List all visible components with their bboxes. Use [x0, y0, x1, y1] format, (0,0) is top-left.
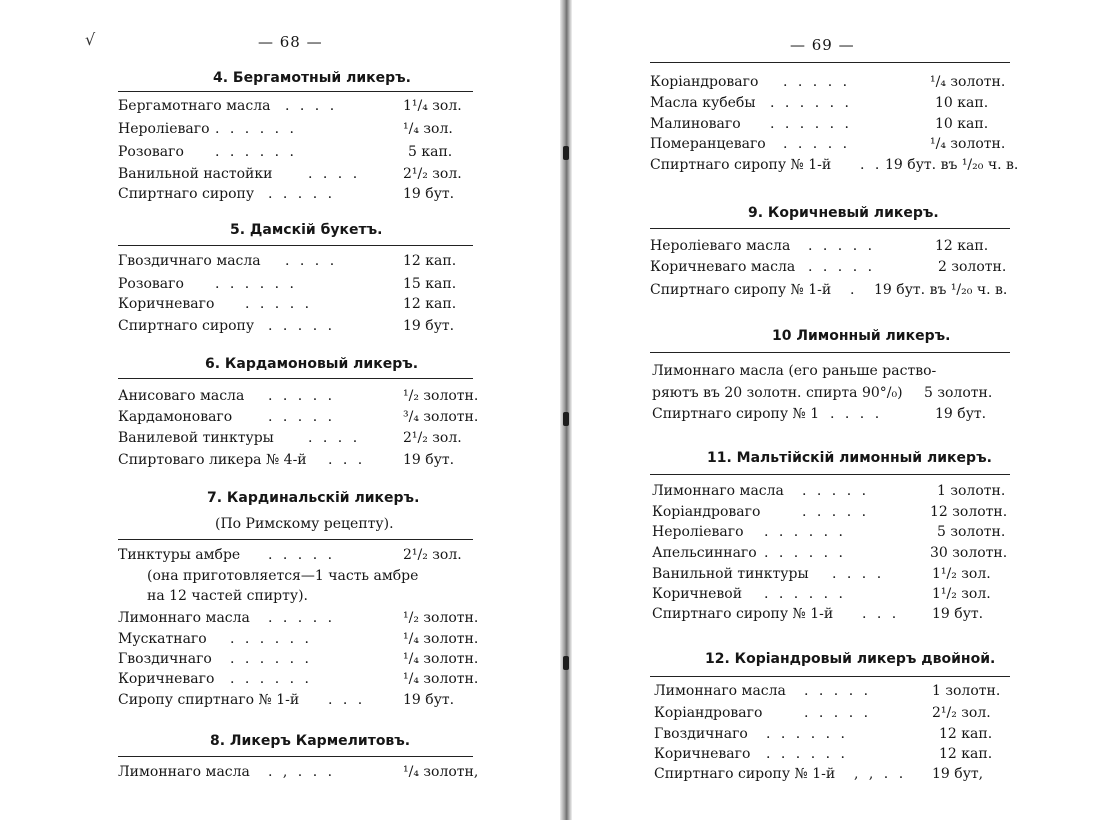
ingredient-name: Кардамоноваго — [118, 409, 233, 425]
ingredient-name: Апельсиннаго — [652, 545, 757, 561]
leader-dots: , , . . — [854, 766, 907, 782]
leader-dots: . . . . . — [268, 186, 336, 202]
ingredient-name: Спиртнаго сиропу № 1-й — [650, 157, 832, 173]
ingredient-name: Гвоздичнаго — [118, 651, 212, 667]
section-title: 5. Дамскiй букетъ. — [230, 222, 383, 238]
leader-dots: . . . — [328, 692, 366, 708]
section-rule — [650, 352, 1010, 353]
leader-dots: . . . . . — [268, 547, 336, 563]
ingredient-name: Гвоздичнаго масла — [118, 253, 261, 269]
leader-dots: . . — [860, 157, 883, 173]
ingredient-name: Коричневаго — [118, 296, 215, 312]
ingredient-name: Малиноваго — [650, 116, 741, 132]
leader-dots: . . . . . — [802, 504, 870, 520]
ingredient-name: Анисоваго масла — [118, 388, 245, 404]
ingredient-name: Лимоннаго масла — [118, 610, 250, 626]
section-rule — [650, 676, 1010, 677]
ingredient-quantity: 19 бут. — [403, 452, 455, 468]
ingredient-quantity: 19 бут. — [403, 318, 455, 334]
ingredient-quantity: 12 кап. — [939, 746, 993, 762]
pencil-mark-icon: √ — [85, 30, 96, 49]
leader-dots: . . . . . . — [766, 726, 848, 742]
preparation-note: на 12 частей спирту). — [147, 588, 309, 604]
section-title: 7. Кардинальскiй ликеръ. — [207, 490, 420, 506]
ingredient-name: Корiандроваго — [654, 705, 763, 721]
ingredient-name: Спиртнаго сиропу № 1 — [652, 406, 820, 422]
ingredient-quantity: 15 кап. — [403, 276, 457, 292]
section-title: 8. Ликеръ Кармелитовъ. — [210, 733, 411, 749]
leader-dots: . . . . . — [802, 483, 870, 499]
ingredient-quantity: ³/₄ золотн. — [403, 409, 479, 425]
ingredient-name: Розоваго — [118, 276, 184, 292]
ingredient-quantity: 19 бут. въ ¹/₂₀ ч. в. — [885, 157, 1019, 173]
preparation-note: ряютъ въ 20 золотн. спирта 90°/₀) — [652, 385, 903, 401]
section-title: 10 Лимонный ликеръ. — [772, 328, 951, 344]
ingredient-name: Тинктуры амбре — [118, 547, 241, 563]
leader-dots: . . . . . . — [230, 671, 312, 687]
leader-dots: . . . . — [308, 430, 361, 446]
ingredient-name: Ванильной тинктуры — [652, 566, 809, 582]
binding-stitch — [563, 146, 569, 160]
section-subtitle: (По Римскому рецепту). — [215, 516, 394, 532]
ingredient-quantity: ¹/₄ зол. — [403, 121, 453, 137]
section-rule — [118, 539, 473, 540]
book-gutter — [560, 0, 572, 820]
ingredient-quantity: 19 бут. въ ¹/₂₀ ч. в. — [874, 282, 1008, 298]
ingredient-quantity: 19 бут. — [932, 606, 984, 622]
leader-dots: . . . . . — [268, 318, 336, 334]
ingredient-name: Спиртнаго сиропу № 1-й — [652, 606, 834, 622]
ingredient-quantity: 2¹/₂ зол. — [403, 547, 462, 563]
leader-dots: . . . . . . — [766, 746, 848, 762]
ingredient-name: Спиртоваго ликера № 4-й — [118, 452, 307, 468]
ingredient-quantity: 2¹/₂ зол. — [403, 430, 462, 446]
section-rule — [118, 245, 473, 246]
ingredient-quantity: ¹/₂ золотн. — [403, 388, 479, 404]
ingredient-name: Лимоннаго масла — [654, 683, 786, 699]
ingredient-quantity: ¹/₄ золотн. — [403, 631, 479, 647]
ingredient-name: Розоваго — [118, 144, 184, 160]
ingredient-quantity: ¹/₂ золотн. — [403, 610, 479, 626]
section-rule — [118, 378, 473, 379]
ingredient-quantity: 1¹/₂ зол. — [932, 586, 991, 602]
ingredient-quantity: 12 золотн. — [930, 504, 1008, 520]
ingredient-name: Гвоздичнаго — [654, 726, 748, 742]
section-rule — [650, 62, 1010, 63]
right-page — [572, 0, 1100, 820]
ingredient-quantity: ¹/₄ золотн. — [930, 74, 1006, 90]
leader-dots: . . . — [862, 606, 900, 622]
section-rule — [118, 756, 473, 757]
leader-dots: . . . . . . — [770, 116, 852, 132]
ingredient-name: Коричневаго — [654, 746, 751, 762]
leader-dots: . . . . . . — [215, 144, 297, 160]
ingredient-name: Масла кубебы — [650, 95, 756, 111]
ingredient-name: Ванилевой тинктуры — [118, 430, 274, 446]
ingredient-quantity: 19 бут. — [403, 186, 455, 202]
leader-dots: . . . . . — [268, 409, 336, 425]
ingredient-name: Коричневой — [652, 586, 743, 602]
ingredient-quantity: 10 кап. — [935, 95, 989, 111]
leader-dots: . . . . — [832, 566, 885, 582]
ingredient-quantity: 1 золотн. — [937, 483, 1006, 499]
leader-dots: . . . . . . — [764, 524, 846, 540]
ingredient-quantity: 1¹/₂ зол. — [932, 566, 991, 582]
ingredient-name: Спиртнаго сиропу — [118, 318, 255, 334]
ingredient-name: Померанцеваго — [650, 136, 766, 152]
leader-dots: . . . . . . — [215, 276, 297, 292]
leader-dots: . . . . — [830, 406, 883, 422]
ingredient-quantity: 12 кап. — [403, 253, 457, 269]
ingredient-quantity: 5 кап. — [408, 144, 453, 160]
preparation-note: (она приготовляется—1 часть амбре — [147, 568, 419, 584]
ingredient-name: Бергамотнаго масла — [118, 98, 271, 114]
binding-stitch — [563, 412, 569, 426]
section-title: 12. Корiандровый ликеръ двойной. — [705, 651, 996, 667]
ingredient-quantity: ¹/₄ золотн. — [930, 136, 1006, 152]
leader-dots: . . . . . — [804, 705, 872, 721]
preparation-note: Лимоннаго масла (его раньше раство- — [652, 363, 937, 379]
ingredient-quantity: 1¹/₄ зол. — [403, 98, 462, 114]
leader-dots: . . . . — [308, 166, 361, 182]
leader-dots: . . . . . . — [230, 631, 312, 647]
section-rule — [650, 228, 1010, 229]
leader-dots: . . . . — [285, 253, 338, 269]
ingredient-quantity: 12 кап. — [403, 296, 457, 312]
ingredient-name: Спиртнаго сиропу № 1-й — [650, 282, 832, 298]
page-number: — 69 — — [790, 36, 855, 54]
ingredient-quantity: 12 кап. — [935, 238, 989, 254]
ingredient-name: Неролiеваго — [652, 524, 744, 540]
ingredient-quantity: ¹/₄ золотн, — [403, 764, 479, 780]
ingredient-quantity: ¹/₄ золотн. — [403, 671, 479, 687]
leader-dots: . . . . . — [268, 388, 336, 404]
ingredient-quantity: 10 кап. — [935, 116, 989, 132]
ingredient-name: Коричневаго масла — [650, 259, 796, 275]
ingredient-quantity: 5 золотн. — [937, 524, 1006, 540]
ingredient-name: Лимоннаго масла — [652, 483, 784, 499]
section-title: 9. Коричневый ликеръ. — [748, 205, 939, 221]
leader-dots: . . . . . — [783, 136, 851, 152]
ingredient-quantity: 19 бут. — [403, 692, 455, 708]
leader-dots: . . . . . — [808, 238, 876, 254]
section-title: 11. Мальтiйскiй лимонный ликеръ. — [707, 450, 992, 466]
ingredient-name: Мускатнаго — [118, 631, 207, 647]
leader-dots: . . . . . — [245, 296, 313, 312]
ingredient-name: Корiандроваго — [652, 504, 761, 520]
ingredient-name: Корiандроваго — [650, 74, 759, 90]
ingredient-name: Неролiеваго масла — [650, 238, 791, 254]
leader-dots: . . . . . . — [215, 121, 297, 137]
ingredient-name: Лимоннаго масла — [118, 764, 250, 780]
leader-dots: . . . . . . — [230, 651, 312, 667]
ingredient-quantity: 2¹/₂ зол. — [403, 166, 462, 182]
leader-dots: . . . . . — [808, 259, 876, 275]
leader-dots: . . . . . — [804, 683, 872, 699]
ingredient-quantity: 2¹/₂ зол. — [932, 705, 991, 721]
ingredient-quantity: 19 бут. — [935, 406, 987, 422]
ingredient-quantity: 1 золотн. — [932, 683, 1001, 699]
page-number: — 68 — — [258, 33, 323, 51]
leader-dots: . . . . . — [783, 74, 851, 90]
ingredient-quantity: 12 кап. — [939, 726, 993, 742]
leader-dots: . . . . . — [268, 610, 336, 626]
section-title: 6. Кардамоновый ликеръ. — [205, 356, 419, 372]
leader-dots: . . . — [328, 452, 366, 468]
ingredient-name: Спиртнаго сиропу — [118, 186, 255, 202]
ingredient-quantity: 30 золотн. — [930, 545, 1008, 561]
ingredient-name: Спиртнаго сиропу № 1-й — [654, 766, 836, 782]
section-rule — [650, 474, 1010, 475]
ingredient-quantity: ¹/₄ золотн. — [403, 651, 479, 667]
ingredient-quantity: 19 бут, — [932, 766, 984, 782]
ingredient-name: Неролiеваго — [118, 121, 210, 137]
leader-dots: . . . . . . — [770, 95, 852, 111]
section-rule — [118, 91, 473, 92]
binding-stitch — [563, 656, 569, 670]
ingredient-name: Коричневаго — [118, 671, 215, 687]
ingredient-quantity: 2 золотн. — [938, 259, 1007, 275]
leader-dots: . . . . — [285, 98, 338, 114]
leader-dots: . . . . . . — [764, 586, 846, 602]
section-title: 4. Бергамотный ликеръ. — [213, 70, 411, 86]
leader-dots: . . . . . . — [764, 545, 846, 561]
leader-dots: . , . . . — [268, 764, 336, 780]
leader-dots: . — [850, 282, 858, 298]
ingredient-name: Ванильной настойки — [118, 166, 273, 182]
ingredient-quantity: 5 золотн. — [924, 385, 993, 401]
ingredient-name: Сиропу спиртнаго № 1-й — [118, 692, 300, 708]
